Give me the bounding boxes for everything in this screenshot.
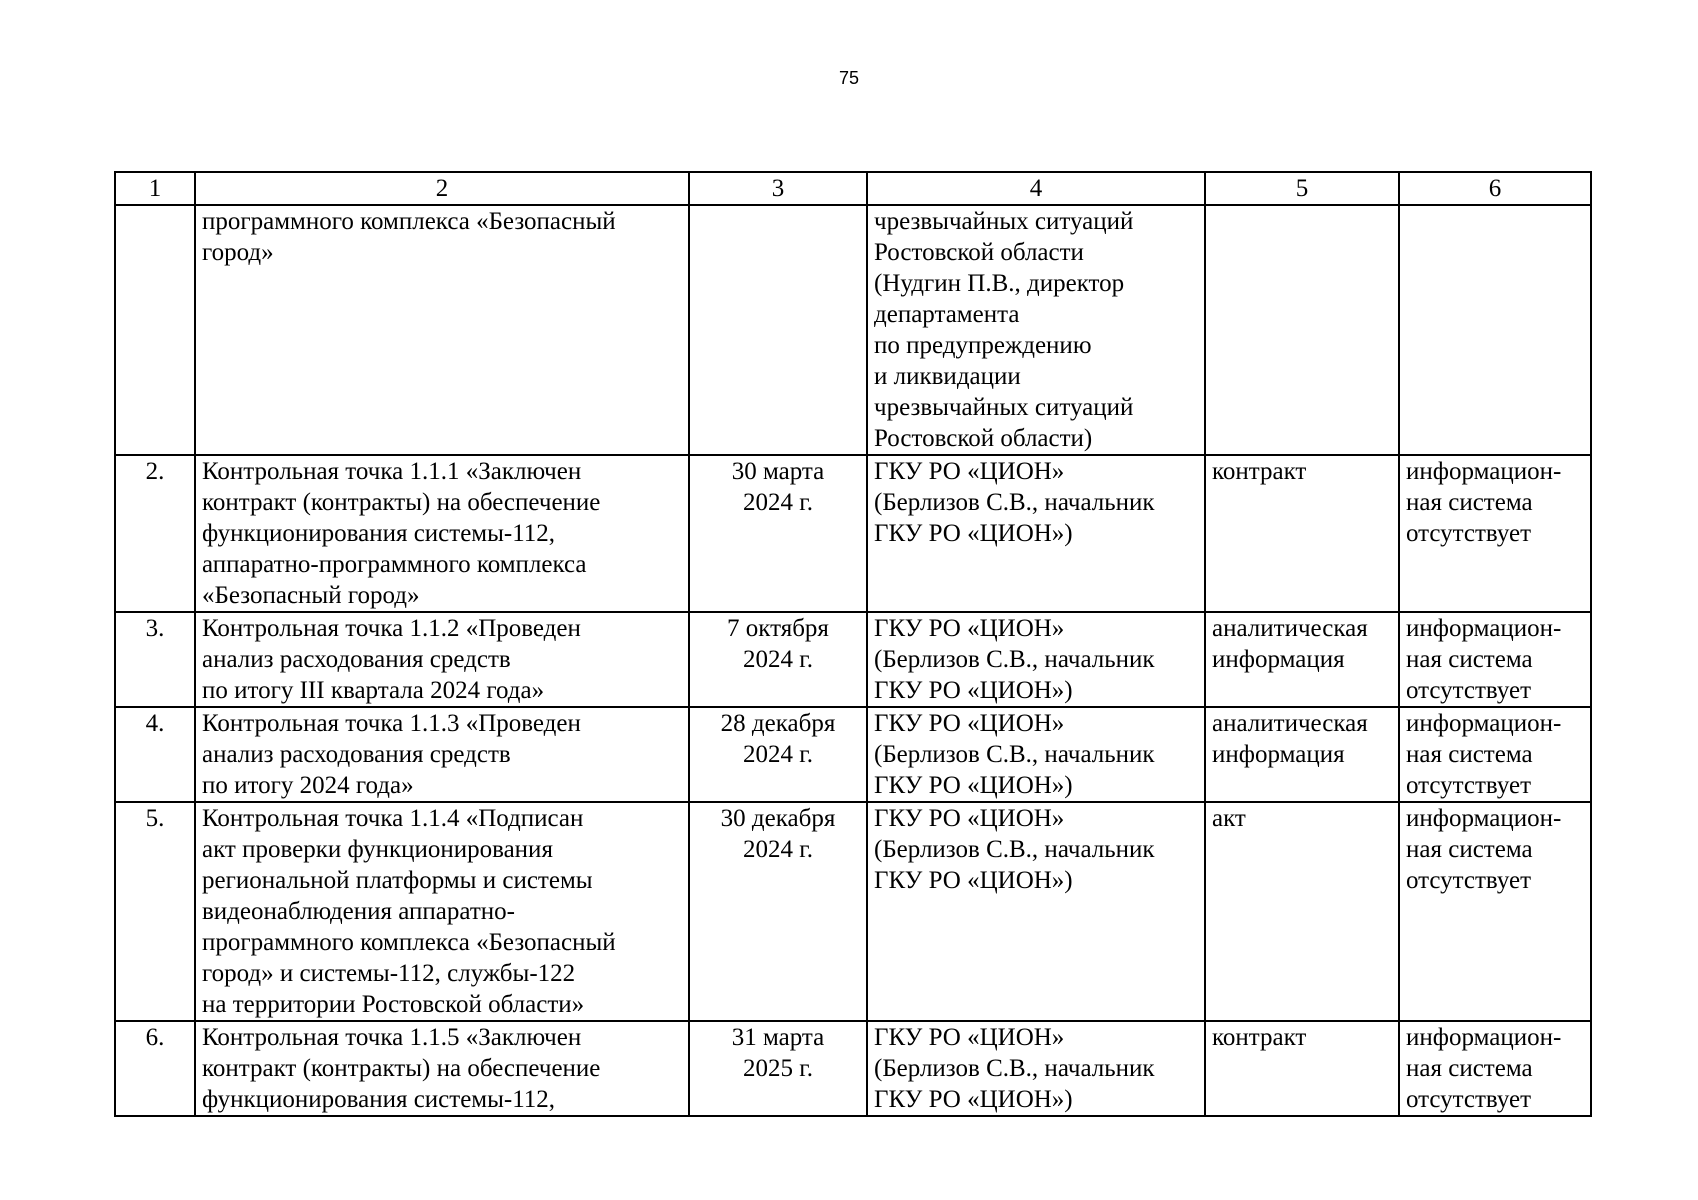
result-type-cell: [1205, 205, 1399, 455]
result-type-cell: акт: [1205, 802, 1399, 1021]
information-system-cell: информацион- ная система отсутствует: [1399, 1021, 1591, 1116]
result-type-cell: аналитическая информация: [1205, 612, 1399, 707]
responsible-cell: чрезвычайных ситуаций Ростовской области (Нудгин П.В., директор департамента по предупреждению и ликвидации чрезвычайных ситуаций Ростовской области): [867, 205, 1205, 455]
row-number-cell: 3.: [115, 612, 195, 707]
control-point-name-cell: Контрольная точка 1.1.5 «Заключен контракт (контракты) на обеспечение функционирования системы-112,: [195, 1021, 689, 1116]
control-point-name-cell: Контрольная точка 1.1.4 «Подписан акт проверки функционирования региональной платформы и системы видеонаблюдения аппаратно- программного комплекса «Безопасный город» и системы-112, службы-122 на территории Ростовской области»: [195, 802, 689, 1021]
deadline-cell: [689, 205, 867, 455]
result-type-cell: контракт: [1205, 455, 1399, 612]
page-number: 75: [838, 68, 860, 88]
responsible-cell: ГКУ РО «ЦИОН» (Берлизов С.В., начальник ГКУ РО «ЦИОН»): [867, 802, 1205, 1021]
column-header: 5: [1205, 172, 1399, 205]
control-point-name-cell: Контрольная точка 1.1.1 «Заключен контракт (контракты) на обеспечение функционирования системы-112, аппаратно-программного комплекса «Безопасный город»: [195, 455, 689, 612]
column-header: 3: [689, 172, 867, 205]
deadline-cell: 28 декабря 2024 г.: [689, 707, 867, 802]
information-system-cell: информацион- ная система отсутствует: [1399, 455, 1591, 612]
result-type-cell: контракт: [1205, 1021, 1399, 1116]
information-system-cell: информацион- ная система отсутствует: [1399, 707, 1591, 802]
table-row: [115, 802, 1591, 1021]
row-number-cell: 6.: [115, 1021, 195, 1116]
table-row: [115, 612, 1591, 707]
information-system-cell: информацион- ная система отсутствует: [1399, 802, 1591, 1021]
column-header: 2: [195, 172, 689, 205]
responsible-cell: ГКУ РО «ЦИОН» (Берлизов С.В., начальник ГКУ РО «ЦИОН»): [867, 1021, 1205, 1116]
row-number-cell: [115, 205, 195, 455]
information-system-cell: [1399, 205, 1591, 455]
table-row: [115, 1021, 1591, 1116]
responsible-cell: ГКУ РО «ЦИОН» (Берлизов С.В., начальник ГКУ РО «ЦИОН»): [867, 612, 1205, 707]
responsible-cell: ГКУ РО «ЦИОН» (Берлизов С.В., начальник ГКУ РО «ЦИОН»): [867, 455, 1205, 612]
deadline-cell: 30 марта 2024 г.: [689, 455, 867, 612]
row-number-cell: 5.: [115, 802, 195, 1021]
table-row: [115, 455, 1591, 612]
column-header: 4: [867, 172, 1205, 205]
information-system-cell: информацион- ная система отсутствует: [1399, 612, 1591, 707]
responsible-cell: ГКУ РО «ЦИОН» (Берлизов С.В., начальник ГКУ РО «ЦИОН»): [867, 707, 1205, 802]
result-type-cell: аналитическая информация: [1205, 707, 1399, 802]
deadline-cell: 31 марта 2025 г.: [689, 1021, 867, 1116]
control-points-table: [114, 171, 1592, 1117]
table-row: [115, 707, 1591, 802]
table-row: [115, 205, 1591, 455]
control-point-name-cell: Контрольная точка 1.1.3 «Проведен анализ расходования средств по итогу 2024 года»: [195, 707, 689, 802]
table-header-row: [115, 172, 1591, 205]
row-number-cell: 2.: [115, 455, 195, 612]
deadline-cell: 30 декабря 2024 г.: [689, 802, 867, 1021]
control-point-name-cell: Контрольная точка 1.1.2 «Проведен анализ расходования средств по итогу III квартала 2024 года»: [195, 612, 689, 707]
row-number-cell: 4.: [115, 707, 195, 802]
deadline-cell: 7 октября 2024 г.: [689, 612, 867, 707]
column-header: 6: [1399, 172, 1591, 205]
column-header: 1: [115, 172, 195, 205]
control-point-name-cell: программного комплекса «Безопасный город»: [195, 205, 689, 455]
